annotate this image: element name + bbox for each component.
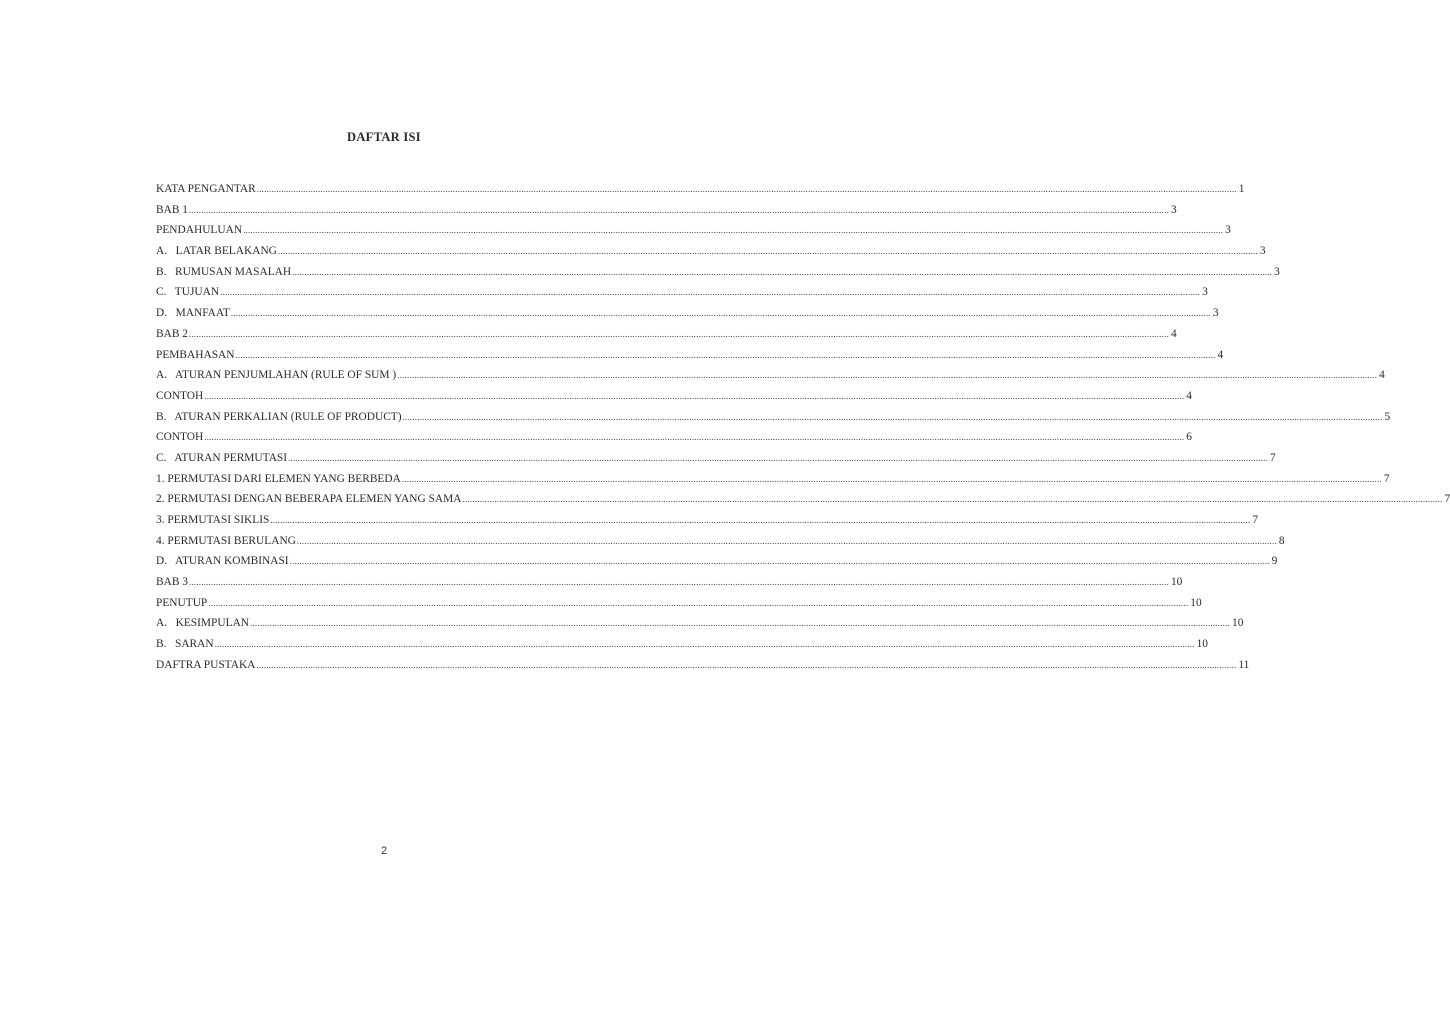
- toc-entry-label: C. ATURAN PERMUTASI: [156, 451, 288, 464]
- toc-entry: [156, 514, 1259, 535]
- toc-entry-page: 3: [1202, 286, 1208, 299]
- toc-entry-label: PENUTUP: [156, 596, 208, 609]
- toc-entry: [156, 410, 1391, 432]
- toc-entry: [156, 493, 1450, 514]
- page-number: 2: [380, 845, 388, 857]
- toc-entry-page: 6: [1186, 431, 1192, 444]
- toc-entry-page: 7: [1252, 514, 1259, 526]
- toc-entry-label: BAB 3: [156, 576, 188, 589]
- dot-leader: ................................................................................................................................................................................................................................................................................................................................................................................................................: [397, 370, 1378, 381]
- dot-leader: ................................................................................................................................................................................................................................................................................................................................................................................................................: [188, 204, 1169, 215]
- toc-entry: [156, 245, 1266, 266]
- toc-entry-label: D. MANFAAT: [156, 307, 230, 320]
- toc-entry-page: 3: [1170, 203, 1177, 216]
- toc-entry: [156, 596, 1202, 618]
- dot-leader: ................................................................................................................................................................................................................................................................................................................................................................................................................: [296, 535, 1277, 546]
- toc-entry-label: CONTOH: [156, 431, 204, 444]
- toc-entry-label: DAFTRA PUSTAKA: [156, 658, 256, 671]
- dot-leader: ................................................................................................................................................................................................................................................................................................................................................................................................................: [243, 225, 1224, 236]
- toc-entry: [156, 224, 1231, 245]
- dot-leader: ................................................................................................................................................................................................................................................................................................................................................................................................................: [214, 639, 1195, 650]
- dot-leader: ................................................................................................................................................................................................................................................................................................................................................................................................................: [188, 328, 1169, 339]
- toc-entry-label: KATA PENGANTAR: [156, 183, 256, 195]
- toc-entry-label: PENDAHULUAN: [156, 224, 243, 237]
- toc-entry-label: B. SARAN: [156, 638, 214, 651]
- toc-entry: [156, 327, 1177, 349]
- toc-entry: [156, 472, 1390, 494]
- toc-entry: [156, 348, 1224, 370]
- toc-entry-label: B. ATURAN PERKALIAN (RULE OF PRODUCT): [156, 410, 402, 423]
- dot-leader: ................................................................................................................................................................................................................................................................................................................................................................................................................: [462, 494, 1443, 505]
- toc-entry: [156, 534, 1285, 556]
- toc-entry-label: 4. PERMUTASI BERULANG: [156, 534, 296, 547]
- toc-entry-page: 4: [1170, 327, 1177, 340]
- dot-leader: ................................................................................................................................................................................................................................................................................................................................................................................................................: [188, 577, 1169, 588]
- toc-entry: [156, 638, 1208, 659]
- toc-entry: [156, 183, 1245, 204]
- toc-entry-label: 3. PERMUTASI SIKLIS: [156, 514, 270, 526]
- toc-entry: [156, 203, 1177, 225]
- dot-leader: ................................................................................................................................................................................................................................................................................................................................................................................................................: [402, 411, 1383, 422]
- toc-entry: [156, 369, 1385, 390]
- toc-entry: [156, 265, 1280, 287]
- toc-entry-page: 3: [1274, 265, 1280, 278]
- dot-leader: ................................................................................................................................................................................................................................................................................................................................................................................................................: [270, 515, 1251, 525]
- dot-leader: ................................................................................................................................................................................................................................................................................................................................................................................................................: [277, 246, 1258, 257]
- toc-entry-page: 3: [1225, 224, 1231, 237]
- dot-leader: ................................................................................................................................................................................................................................................................................................................................................................................................................: [230, 308, 1211, 319]
- toc-entry-label: B. RUMUSAN MASALAH: [156, 265, 292, 278]
- toc-entry-page: 1: [1238, 183, 1245, 195]
- toc-entry-label: A. KESIMPULAN: [156, 617, 250, 630]
- dot-leader: ................................................................................................................................................................................................................................................................................................................................................................................................................: [401, 473, 1382, 484]
- toc-entry-label: A. LATAR BELAKANG: [156, 245, 277, 258]
- toc-entry-page: 7: [1444, 493, 1450, 506]
- toc-entry-page: 4: [1186, 389, 1192, 402]
- toc-entry-page: 11: [1238, 658, 1250, 671]
- toc-entry-page: 7: [1270, 451, 1276, 464]
- toc-entry-page: 7: [1383, 472, 1390, 485]
- toc-entry-page: 10: [1170, 576, 1183, 589]
- toc-entry-page: 4: [1217, 348, 1224, 361]
- toc-entry: [156, 431, 1192, 452]
- toc-entry-page: 8: [1278, 534, 1285, 547]
- toc-entry-page: 10: [1232, 617, 1244, 630]
- toc-entry: [156, 389, 1192, 411]
- toc-entry-page: 4: [1379, 369, 1385, 382]
- toc-entry-page: 10: [1190, 596, 1202, 609]
- toc-entry-page: 5: [1384, 410, 1391, 423]
- dot-leader: ................................................................................................................................................................................................................................................................................................................................................................................................................: [204, 390, 1185, 401]
- dot-leader: ................................................................................................................................................................................................................................................................................................................................................................................................................: [204, 432, 1185, 443]
- toc-entry: [156, 451, 1276, 473]
- table-of-contents: [156, 183, 1450, 680]
- dot-leader: ................................................................................................................................................................................................................................................................................................................................................................................................................: [250, 618, 1231, 629]
- toc-entry-label: BAB 2: [156, 327, 188, 340]
- dot-leader: ................................................................................................................................................................................................................................................................................................................................................................................................................: [256, 184, 1237, 194]
- toc-entry-label: 2. PERMUTASI DENGAN BEBERAPA ELEMEN YANG SAMA: [156, 493, 462, 506]
- toc-entry: [156, 286, 1208, 307]
- dot-leader: ................................................................................................................................................................................................................................................................................................................................................................................................................: [208, 597, 1189, 608]
- toc-entry-label: 1. PERMUTASI DARI ELEMEN YANG BERBEDA: [156, 472, 401, 485]
- toc-entry-label: PEMBAHASAN: [156, 348, 235, 361]
- toc-entry: [156, 617, 1244, 638]
- page-title: DAFTAR ISI: [347, 130, 421, 144]
- dot-leader: ................................................................................................................................................................................................................................................................................................................................................................................................................: [235, 349, 1216, 360]
- dot-leader: ................................................................................................................................................................................................................................................................................................................................................................................................................: [220, 287, 1201, 298]
- toc-entry: [156, 576, 1183, 597]
- toc-entry: [156, 555, 1278, 576]
- dot-leader: ................................................................................................................................................................................................................................................................................................................................................................................................................: [289, 556, 1270, 567]
- toc-entry-page: 10: [1196, 638, 1208, 651]
- toc-entry: [156, 658, 1250, 680]
- toc-entry-page: 3: [1212, 307, 1219, 320]
- toc-entry-label: CONTOH: [156, 389, 204, 402]
- toc-entry-label: BAB 1: [156, 203, 188, 216]
- toc-entry-label: A. ATURAN PENJUMLAHAN (RULE OF SUM ): [156, 369, 397, 382]
- toc-entry-label: C. TUJUAN: [156, 286, 220, 299]
- toc-entry-label: D. ATURAN KOMBINASI: [156, 555, 289, 568]
- dot-leader: ................................................................................................................................................................................................................................................................................................................................................................................................................: [288, 452, 1269, 463]
- toc-entry: [156, 307, 1219, 328]
- toc-entry-page: 9: [1271, 555, 1278, 568]
- toc-entry-page: 3: [1259, 245, 1266, 258]
- dot-leader: ................................................................................................................................................................................................................................................................................................................................................................................................................: [256, 659, 1237, 670]
- dot-leader: ................................................................................................................................................................................................................................................................................................................................................................................................................: [292, 266, 1273, 277]
